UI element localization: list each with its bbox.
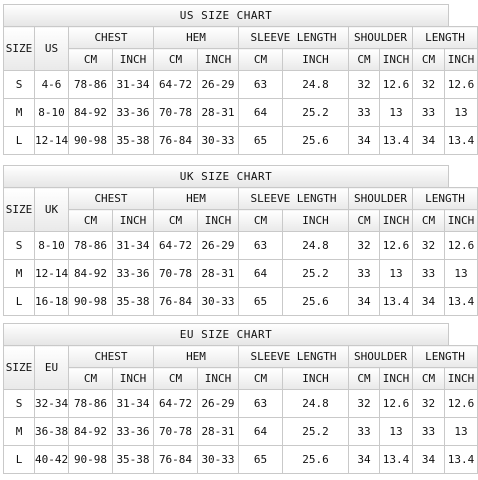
unit-header: INCH [198,368,239,390]
measurement-cell: 90-98 [69,288,113,316]
measurement-cell: 64 [239,260,283,288]
measurement-cell: 70-78 [154,260,198,288]
measurement-cell: 25.2 [283,260,349,288]
measure-group-header: CHEST [69,346,154,368]
unit-row [4,210,478,232]
unit-header: CM [239,368,283,390]
measurement-cell: 28-31 [198,418,239,446]
size-header: SIZE [4,27,35,71]
region-size-cell: 8-10 [35,99,69,127]
measurement-cell: 13 [380,418,413,446]
measurement-cell: 78-86 [69,390,113,418]
measure-group-header: SHOULDER [349,27,413,49]
measurement-cell: 65 [239,288,283,316]
measurement-cell: 63 [239,390,283,418]
unit-header: CM [69,210,113,232]
measurement-cell: 64 [239,99,283,127]
table-row [4,260,478,288]
size-chart [3,4,475,155]
region-size-cell: 40-42 [35,446,69,474]
measurement-cell: 12.6 [380,71,413,99]
unit-header: CM [154,49,198,71]
measure-group-header: SHOULDER [349,188,413,210]
unit-header: INCH [380,368,413,390]
size-cell: S [4,232,35,260]
measurement-cell: 12.6 [380,390,413,418]
table-row [4,127,478,155]
measurement-cell: 26-29 [198,232,239,260]
measurement-cell: 76-84 [154,446,198,474]
unit-header: INCH [283,49,349,71]
measurement-cell: 33 [413,418,445,446]
table-row [4,418,478,446]
table-row [4,71,478,99]
measurement-cell: 13 [380,99,413,127]
measurement-cell: 65 [239,127,283,155]
region-header: US [35,27,69,71]
measurement-cell: 31-34 [113,390,154,418]
unit-header: CM [349,368,380,390]
chart-title: US SIZE CHART [3,4,449,26]
measurement-cell: 25.6 [283,446,349,474]
measurement-cell: 34 [413,288,445,316]
chart-title: EU SIZE CHART [3,323,449,345]
size-cell: M [4,418,35,446]
unit-header: CM [413,210,445,232]
measurement-cell: 34 [413,127,445,155]
unit-header: INCH [113,368,154,390]
measure-group-header: SLEEVE LENGTH [239,188,349,210]
region-size-cell: 16-18 [35,288,69,316]
size-header: SIZE [4,188,35,232]
measurement-cell: 35-38 [113,288,154,316]
measurement-cell: 25.6 [283,127,349,155]
unit-header: INCH [445,210,478,232]
measurement-cell: 63 [239,232,283,260]
measurement-cell: 34 [349,288,380,316]
region-size-cell: 8-10 [35,232,69,260]
measurement-cell: 70-78 [154,99,198,127]
measurement-cell: 64-72 [154,71,198,99]
measurement-cell: 34 [349,127,380,155]
measurement-cell: 33-36 [113,99,154,127]
measure-group-header: HEM [154,346,239,368]
measurement-cell: 25.6 [283,288,349,316]
measurement-cell: 28-31 [198,260,239,288]
measurement-cell: 76-84 [154,127,198,155]
measure-group-header: CHEST [69,188,154,210]
measure-group-header: LENGTH [413,188,478,210]
measure-group-header: LENGTH [413,346,478,368]
measurement-cell: 26-29 [198,71,239,99]
measure-group-header: LENGTH [413,27,478,49]
measurement-cell: 32 [413,232,445,260]
unit-header: CM [413,368,445,390]
measurement-cell: 33 [413,99,445,127]
measurement-cell: 32 [349,232,380,260]
unit-header: CM [154,210,198,232]
measurement-cell: 13 [380,260,413,288]
measurement-cell: 84-92 [69,418,113,446]
measurement-cell: 65 [239,446,283,474]
measurement-cell: 24.8 [283,232,349,260]
region-size-cell: 36-38 [35,418,69,446]
measure-group-header: SLEEVE LENGTH [239,346,349,368]
size-cell: M [4,260,35,288]
unit-header: CM [69,49,113,71]
measurement-cell: 90-98 [69,127,113,155]
unit-header: INCH [283,368,349,390]
size-cell: L [4,446,35,474]
unit-header: INCH [283,210,349,232]
measurement-cell: 31-34 [113,232,154,260]
measurement-cell: 13.4 [380,446,413,474]
measurement-cell: 33-36 [113,418,154,446]
region-header: EU [35,346,69,390]
measurement-cell: 33 [349,99,380,127]
table-row [4,390,478,418]
unit-header: INCH [380,210,413,232]
measurement-cell: 78-86 [69,71,113,99]
measurement-cell: 64-72 [154,232,198,260]
measurement-cell: 13.4 [445,446,478,474]
measurement-cell: 63 [239,71,283,99]
measurement-cell: 30-33 [198,446,239,474]
size-cell: S [4,390,35,418]
unit-header: INCH [445,49,478,71]
unit-row [4,368,478,390]
header-row [4,188,478,210]
unit-header: CM [239,49,283,71]
measurement-cell: 13.4 [380,288,413,316]
region-size-cell: 12-14 [35,127,69,155]
measurement-cell: 78-86 [69,232,113,260]
unit-header: INCH [113,49,154,71]
measurement-cell: 90-98 [69,446,113,474]
measurement-cell: 32 [413,390,445,418]
measurement-cell: 35-38 [113,127,154,155]
size-cell: L [4,288,35,316]
size-table [3,187,478,316]
measurement-cell: 32 [349,71,380,99]
chart-title: UK SIZE CHART [3,165,449,187]
measurement-cell: 13.4 [380,127,413,155]
measurement-cell: 64 [239,418,283,446]
region-size-cell: 4-6 [35,71,69,99]
table-row [4,232,478,260]
unit-row [4,49,478,71]
measurement-cell: 32 [413,71,445,99]
unit-header: CM [413,49,445,71]
size-table [3,345,478,474]
measurement-cell: 34 [349,446,380,474]
measurement-cell: 25.2 [283,418,349,446]
measurement-cell: 30-33 [198,288,239,316]
measurement-cell: 28-31 [198,99,239,127]
measurement-cell: 33 [349,260,380,288]
measurement-cell: 31-34 [113,71,154,99]
table-row [4,288,478,316]
region-size-cell: 32-34 [35,390,69,418]
measurement-cell: 70-78 [154,418,198,446]
measurement-cell: 33 [413,260,445,288]
unit-header: INCH [198,210,239,232]
measurement-cell: 26-29 [198,390,239,418]
measurement-cell: 13.4 [445,288,478,316]
measurement-cell: 12.6 [445,232,478,260]
measure-group-header: CHEST [69,27,154,49]
measurement-cell: 13 [445,418,478,446]
unit-header: INCH [445,368,478,390]
unit-header: CM [349,210,380,232]
measurement-cell: 76-84 [154,288,198,316]
header-row [4,346,478,368]
unit-header: CM [239,210,283,232]
unit-header: CM [154,368,198,390]
size-table [3,26,478,155]
measurement-cell: 34 [413,446,445,474]
measurement-cell: 30-33 [198,127,239,155]
size-chart [3,323,475,474]
size-chart [3,165,475,316]
measure-group-header: HEM [154,188,239,210]
measure-group-header: HEM [154,27,239,49]
measurement-cell: 64-72 [154,390,198,418]
measure-group-header: SHOULDER [349,346,413,368]
table-row [4,99,478,127]
measurement-cell: 32 [349,390,380,418]
measurement-cell: 12.6 [445,71,478,99]
measurement-cell: 84-92 [69,260,113,288]
size-header: SIZE [4,346,35,390]
size-cell: M [4,99,35,127]
unit-header: INCH [380,49,413,71]
measurement-cell: 13 [445,260,478,288]
table-row [4,446,478,474]
size-cell: L [4,127,35,155]
measurement-cell: 13 [445,99,478,127]
measurement-cell: 12.6 [380,232,413,260]
measurement-cell: 25.2 [283,99,349,127]
unit-header: INCH [113,210,154,232]
unit-header: INCH [198,49,239,71]
measurement-cell: 84-92 [69,99,113,127]
measurement-cell: 35-38 [113,446,154,474]
measurement-cell: 12.6 [445,390,478,418]
region-size-cell: 12-14 [35,260,69,288]
measurement-cell: 24.8 [283,71,349,99]
header-row [4,27,478,49]
unit-header: CM [349,49,380,71]
measurement-cell: 13.4 [445,127,478,155]
unit-header: CM [69,368,113,390]
region-header: UK [35,188,69,232]
measurement-cell: 33-36 [113,260,154,288]
measure-group-header: SLEEVE LENGTH [239,27,349,49]
size-cell: S [4,71,35,99]
measurement-cell: 33 [349,418,380,446]
measurement-cell: 24.8 [283,390,349,418]
